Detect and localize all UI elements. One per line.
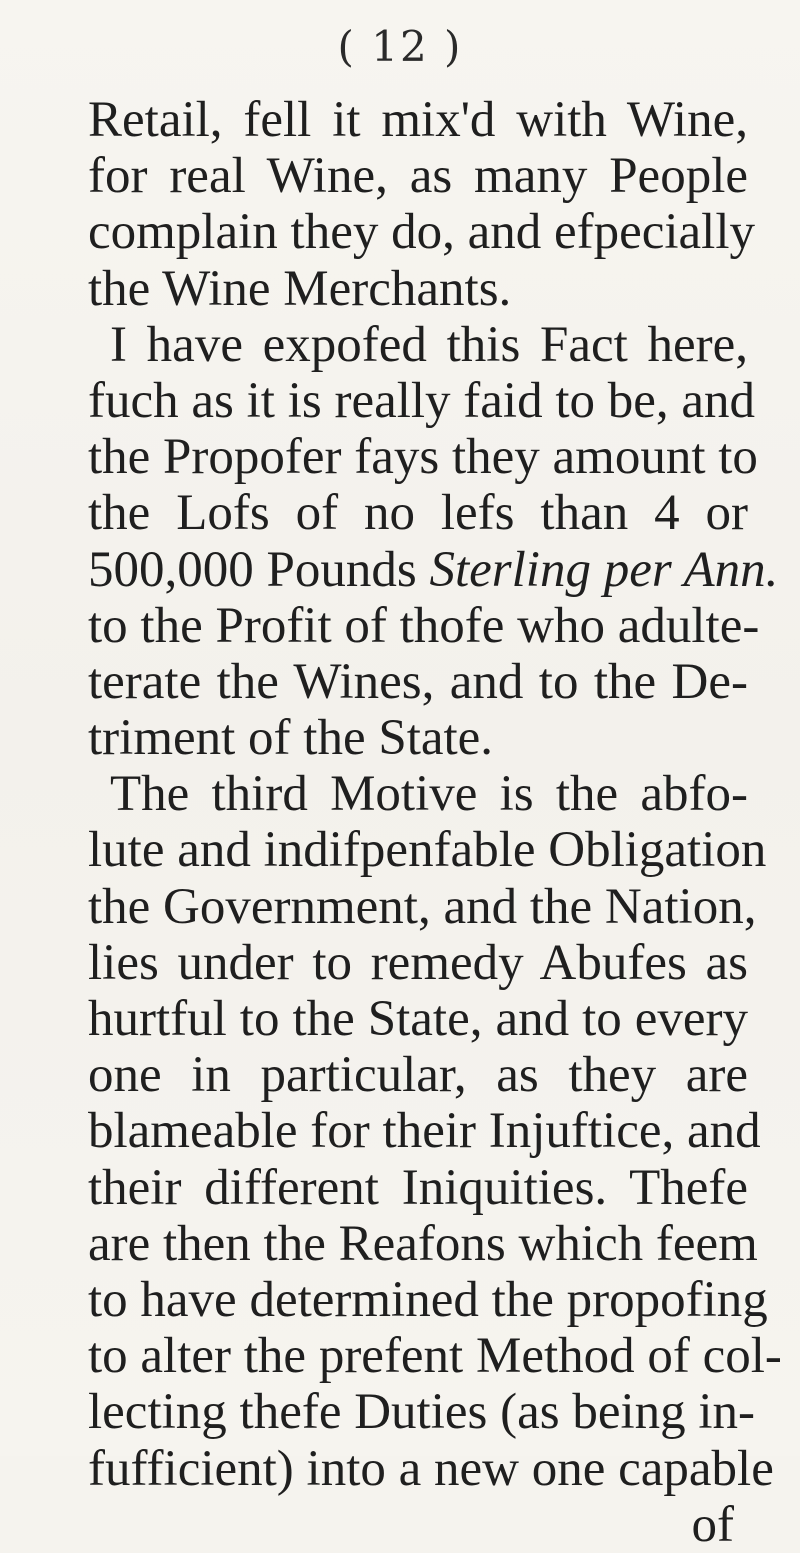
text-line: lute and indifpenfable Obligation — [88, 822, 767, 879]
text-line: to alter the prefent Method of col- — [88, 1328, 782, 1385]
body-text — [88, 92, 782, 1553]
text-line: one in particular, as they are — [88, 1047, 748, 1104]
text-line: their different Iniquities. Thefe — [88, 1159, 748, 1216]
catchword: of — [691, 1496, 734, 1553]
text-line: the Government, and the Nation, — [88, 878, 757, 935]
text-line: triment of the State. — [88, 710, 494, 767]
text-line: for real Wine, as many People — [88, 148, 748, 205]
text-line: I have expofed this Fact here, — [110, 316, 748, 373]
text-line: are then the Reafons which feem — [88, 1215, 758, 1272]
text-line-with-italic — [88, 541, 779, 598]
text-segment: 500,000 Pounds — [88, 541, 417, 598]
text-line: to have determined the propofing — [88, 1271, 768, 1328]
text-line: fufficient) into a new one capable — [88, 1440, 774, 1497]
text-line: Retail, fell it mix'd with Wine, — [88, 92, 748, 148]
text-line: blameable for their Injuftice, and — [88, 1103, 761, 1160]
text-line: lecting thefe Duties (as being in- — [88, 1384, 756, 1441]
text-line: fuch as it is really faid to be, and — [88, 372, 756, 429]
text-line: the Propofer fays they amount to — [88, 429, 758, 486]
text-line: the Wine Merchants. — [88, 260, 512, 317]
page-number: ( 12 ) — [337, 22, 463, 71]
text-line: complain they do, and efpecially — [88, 204, 756, 261]
text-line: the Lofs of no lefs than 4 or — [88, 485, 748, 542]
text-line: terate the Wines, and to the De- — [88, 653, 748, 710]
text-line: hurtful to the State, and to every — [88, 991, 748, 1047]
text-line: The third Motive is the abfo- — [110, 766, 748, 823]
italic-phrase: Sterling per Ann. — [429, 541, 779, 598]
text-line: to the Profit of thofe who adulte- — [88, 597, 760, 654]
text-line: lies under to remedy Abufes as — [88, 934, 748, 991]
